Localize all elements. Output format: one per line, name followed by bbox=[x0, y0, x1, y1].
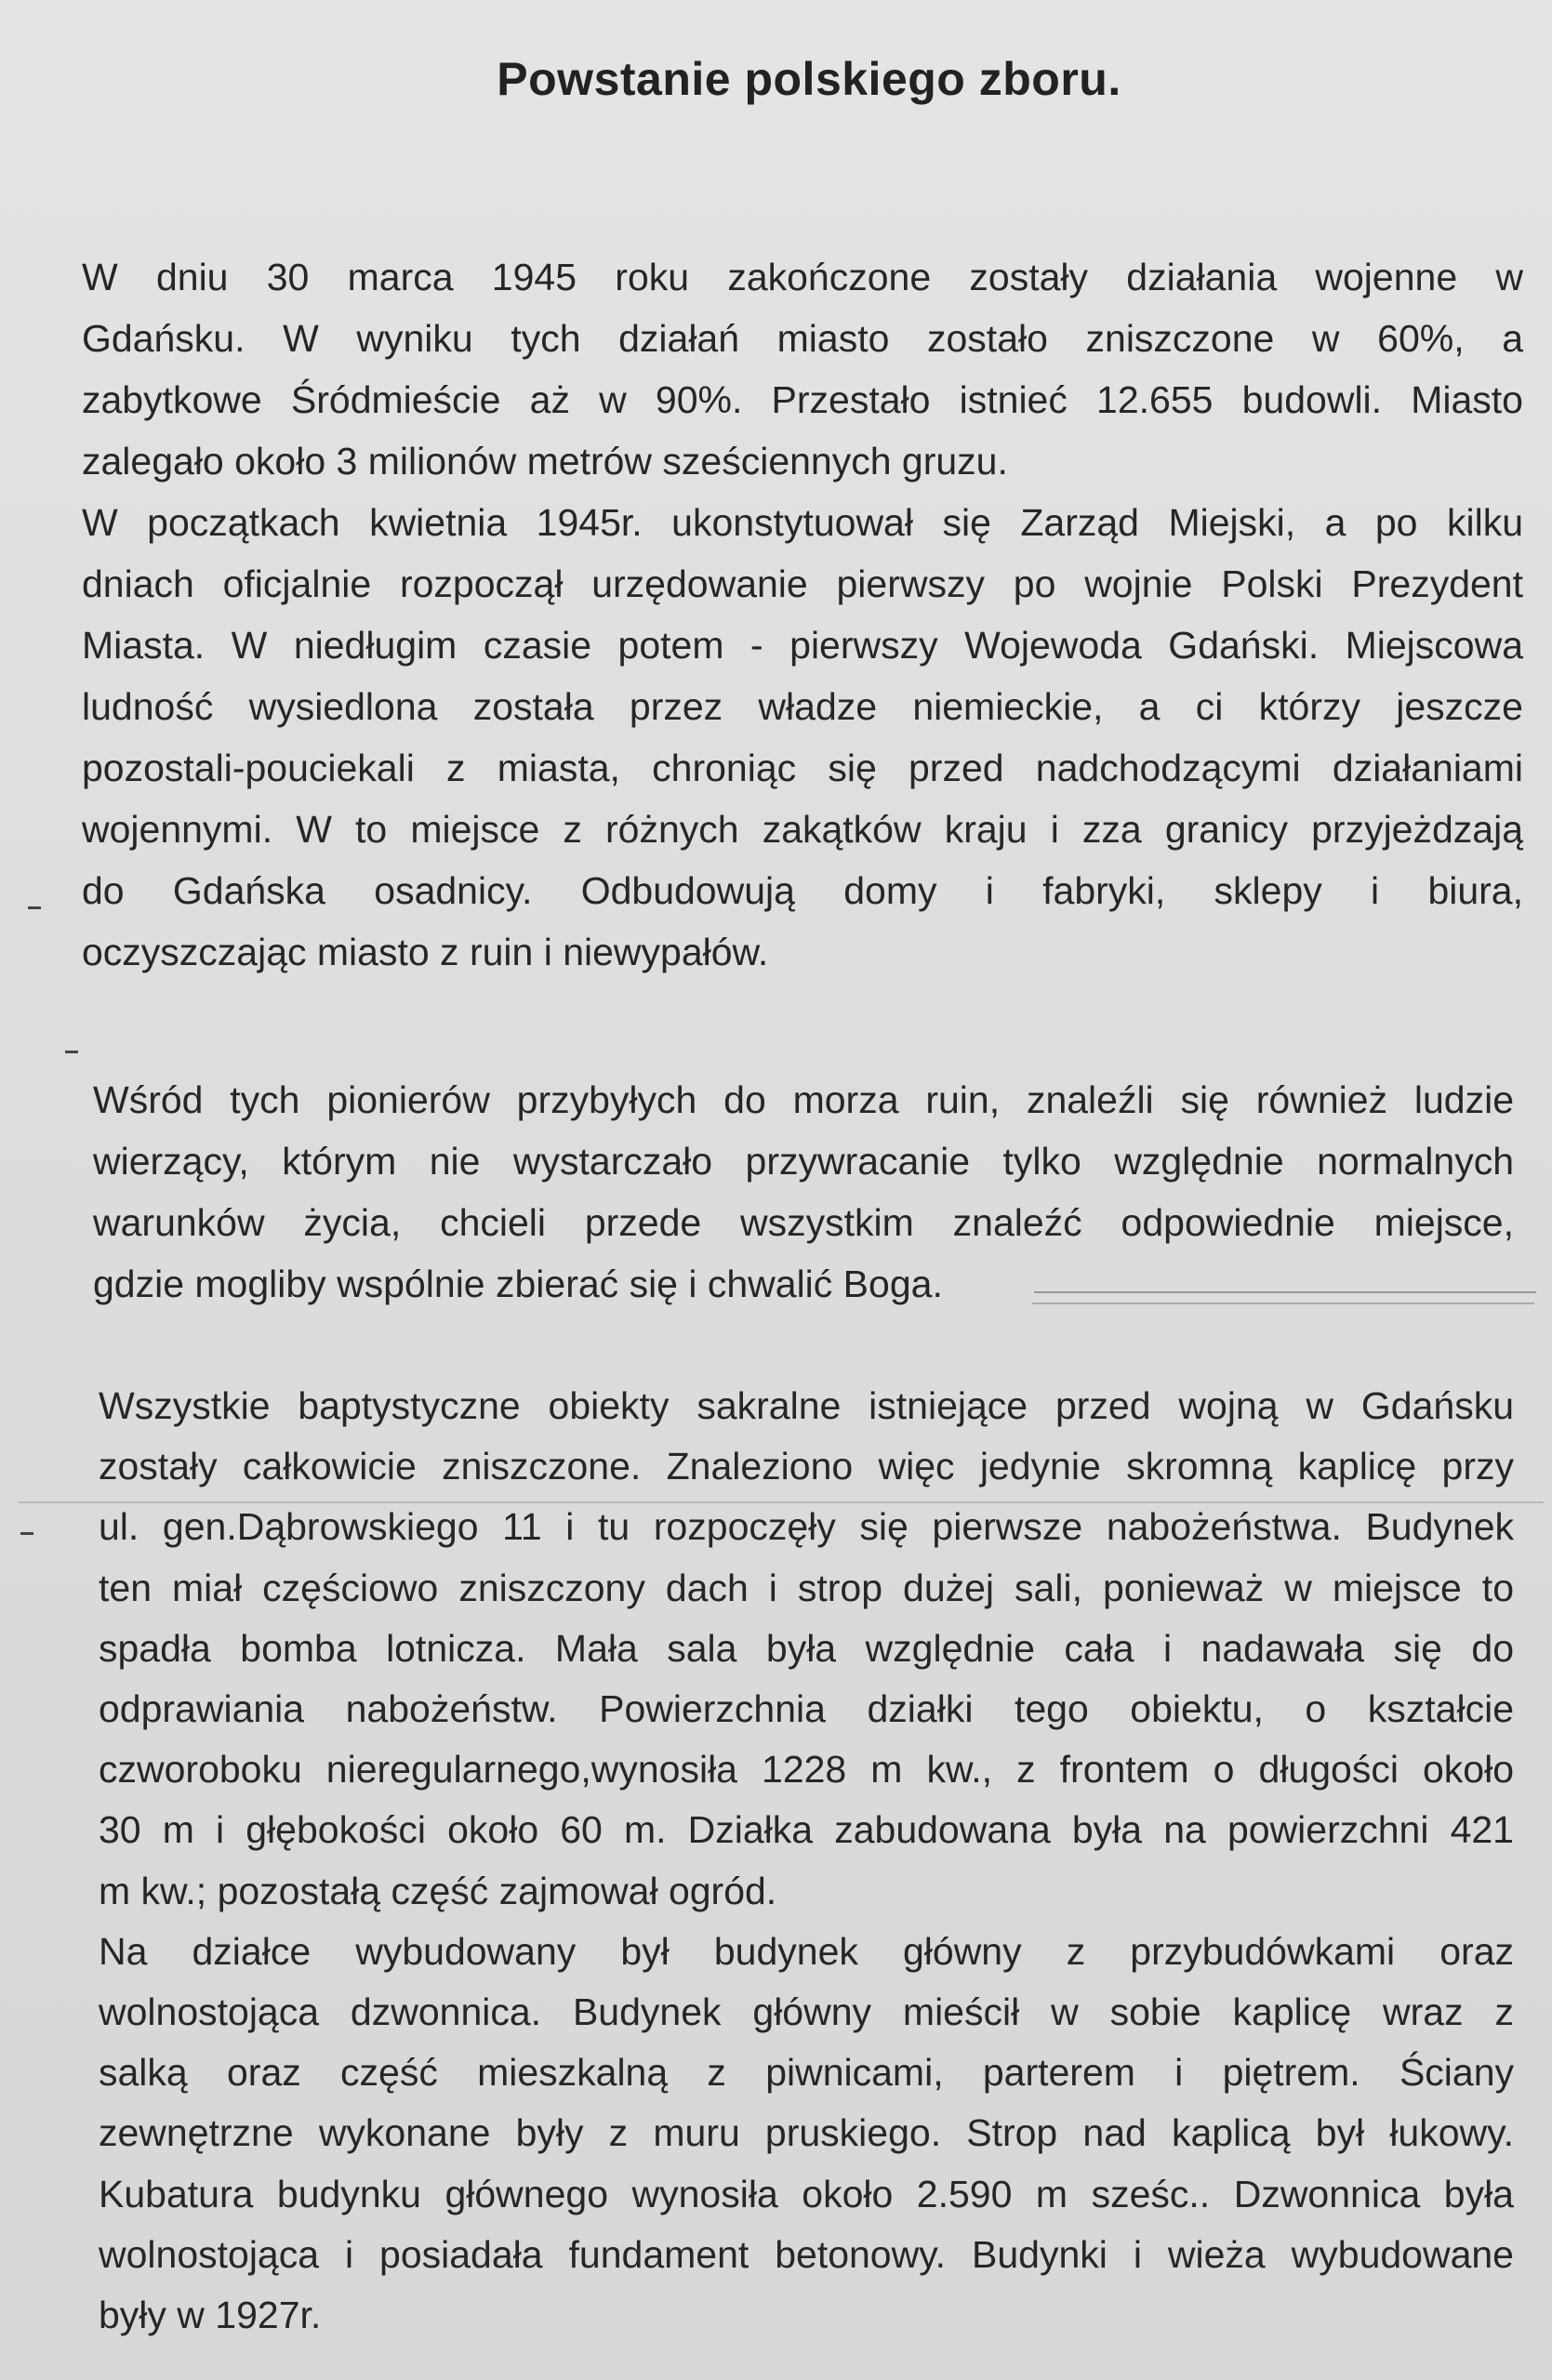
paragraph-1 bbox=[82, 246, 1523, 983]
document-title: Powstanie polskiego zboru. bbox=[497, 53, 1121, 105]
text-line: warunków życia, chcieli przede wszystkim znaleźć odpowiednie miejsce, bbox=[93, 1201, 1514, 1244]
text-line: W dniu 30 marca 1945 roku zakończone zostały działania wojenne w bbox=[82, 256, 1523, 298]
margin-mark bbox=[20, 1532, 33, 1535]
text-line: oczyszczając miasto z ruin i niewypałów. bbox=[82, 931, 769, 973]
text-line: spadła bomba lotnicza. Mała sala była względnie cała i nadawała się do bbox=[99, 1626, 1514, 1670]
margin-mark bbox=[19, 1501, 1544, 1503]
text-line: wolnostojąca dzwonnica. Budynek główny mieścił w sobie kaplicę wraz z bbox=[99, 1990, 1514, 2034]
text-line: wolnostojąca i posiadała fundament betonowy. Budynki i wieża wybudowane bbox=[99, 2232, 1514, 2276]
text-line: pozostali-pouciekali z miasta, chroniąc się przed nadchodzącymi działaniami bbox=[82, 747, 1523, 789]
margin-mark bbox=[1034, 1291, 1536, 1293]
text-line: Na działce wybudowany był budynek główny z przybudówkami oraz bbox=[99, 1929, 1514, 1973]
paragraph-2 bbox=[93, 1069, 1514, 1315]
text-line: Wśród tych pionierów przybyłych do morza ruin, znaleźli się również ludzie bbox=[93, 1078, 1514, 1121]
text-line: zostały całkowicie zniszczone. Znaleziono więc jedynie skromną kaplicę przy bbox=[99, 1445, 1514, 1488]
text-line: ten miał częściowo zniszczony dach i strop dużej sali, ponieważ w miejsce to bbox=[99, 1566, 1514, 1609]
text-line: W początkach kwietnia 1945r. ukonstytuował się Zarząd Miejski, a po kilku bbox=[82, 501, 1523, 544]
text-line: Wszystkie baptystyczne obiekty sakralne istniejące przed wojną w Gdańsku bbox=[99, 1384, 1514, 1427]
text-line: Kubatura budynku głównego wynosiła około 2.590 m sześc.. Dzwonnica była bbox=[99, 2172, 1514, 2215]
margin-mark bbox=[1032, 1302, 1534, 1304]
paragraph-3 bbox=[99, 1376, 1514, 2346]
text-line: zabytkowe Śródmieście aż w 90%. Przestało istnieć 12.655 budowli. Miasto bbox=[82, 378, 1523, 421]
text-line: zewnętrzne wykonane były z muru pruskiego. Strop nad kaplicą był łukowy. bbox=[99, 2111, 1514, 2155]
text-line: były w 1927r. bbox=[99, 2294, 322, 2337]
text-line: 30 m i głębokości około 60 m. Działka zabudowana była na powierzchni 421 bbox=[99, 1808, 1514, 1852]
text-line: Miasta. W niedługim czasie potem - pierwszy Wojewoda Gdański. Miejscowa bbox=[82, 624, 1523, 667]
text-line: gdzie mogliby wspólnie zbierać się i chwalić Boga. bbox=[93, 1263, 943, 1305]
text-line: do Gdańska osadnicy. Odbudowują domy i fabryki, sklepy i biura, bbox=[82, 869, 1523, 912]
text-line: dniach oficjalnie rozpoczął urzędowanie pierwszy po wojnie Polski Prezydent bbox=[82, 562, 1523, 605]
text-line: wojennymi. W to miejsce z różnych zakątków kraju i zza granicy przyjeżdzają bbox=[82, 808, 1523, 851]
text-line: odprawiania nabożeństw. Powierzchnia działki tego obiektu, o kształcie bbox=[99, 1687, 1514, 1731]
text-line: wierzący, którym nie wystarczało przywracanie tylko względnie normalnych bbox=[93, 1140, 1514, 1183]
text-line: m kw.; pozostałą część zajmował ogród. bbox=[99, 1869, 777, 1912]
text-line: zalegało około 3 milionów metrów sześciennych gruzu. bbox=[82, 440, 1008, 483]
text-line: czworoboku nieregularnego,wynosiła 1228 m kw., z frontem o długości około bbox=[99, 1748, 1514, 1792]
text-line: Gdańsku. W wyniku tych działań miasto zostało zniszczone w 60%, a bbox=[82, 317, 1523, 360]
text-line: ludność wysiedlona została przez władze niemieckie, a ci którzy jeszcze bbox=[82, 685, 1523, 728]
margin-mark bbox=[28, 906, 41, 909]
text-line: ul. gen.Dąbrowskiego 11 i tu rozpoczęły się pierwsze nabożeństwa. Budynek bbox=[99, 1505, 1514, 1549]
margin-mark bbox=[65, 1051, 78, 1053]
text-line: salką oraz część mieszkalną z piwnicami, parterem i piętrem. Ściany bbox=[99, 2051, 1514, 2095]
